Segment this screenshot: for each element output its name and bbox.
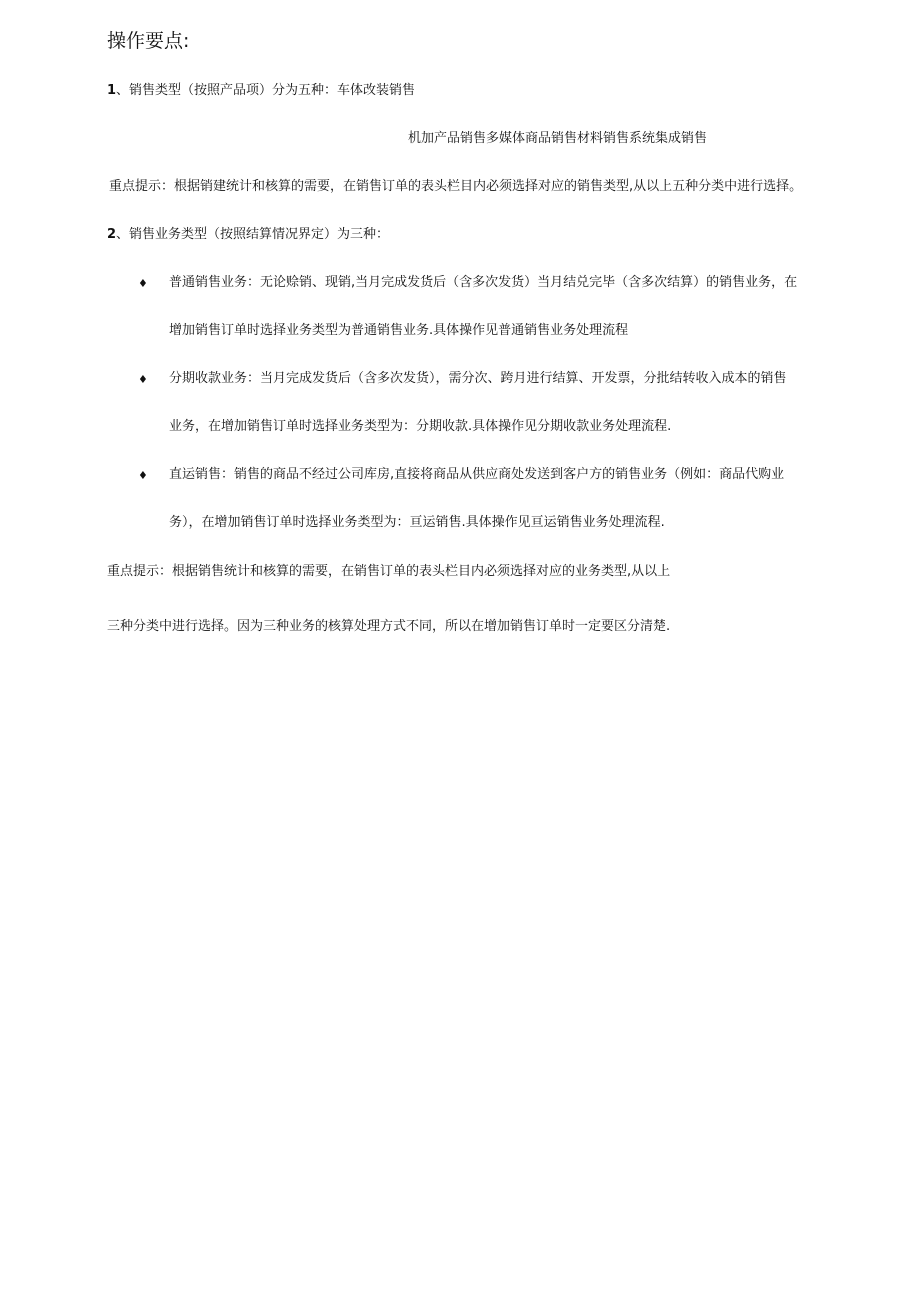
bullet-icon: ♦ <box>138 373 148 386</box>
list-item-3-line2: 务），在增加销售订单时选择业务类型为：亘运销售.具体操作见亘运销售业务处理流程. <box>169 515 665 530</box>
section2-tip-line2: 三种分类中进行选择。因为三种业务的核算处理方式不同，所以在增加销售订单时一定要区分清楚. <box>107 619 671 634</box>
section2-number: 2 <box>107 227 117 242</box>
bullet-icon: ♦ <box>138 277 148 290</box>
section2-tip-line1: 重点提示：根据销售统计和核算的需要，在销售订单的表头栏目内必须选择对应的业务类型,从以上 <box>107 564 671 579</box>
section1-heading <box>107 82 415 100</box>
list-item-2-line1: 分期收款业务：当月完成发货后（含多次发货），需分次、跨月进行结算、开发票，分批结转收入成本的销售 <box>169 371 787 386</box>
section1-heading-text: 、销售类型（按照产品项）分为五种：车体改装销售 <box>116 83 416 98</box>
section1-number: 1 <box>107 83 117 98</box>
list-item-1-line1: 普通销售业务：无论赊销、现销,当月完成发货后（含多次发货）当月结兑完毕（含多次结算）的销售业务，在 <box>169 275 798 290</box>
list-item-1-line2: 增加销售订单时选择业务类型为普通销售业务.具体操作见普通销售业务处理流程 <box>169 323 629 338</box>
section1-continuation: 机加产品销售多媒体商品销售材料销售系统集成销售 <box>408 131 708 146</box>
section1-tip: 重点提示：根据销建统计和核算的需要，在销售订单的表头栏目内必须选择对应的销售类型,从以上五种分类中进行选择。 <box>109 179 803 194</box>
bullet-icon: ♦ <box>138 469 148 482</box>
section2-heading <box>107 226 389 244</box>
list-item-3-line1: 直运销售：销售的商品不经过公司库房,直接将商品从供应商处发送到客户方的销售业务（例如：商品代购业 <box>169 467 785 482</box>
page-title: 操作要点: <box>107 30 190 52</box>
list-item-2-line2: 业务，在增加销售订单时选择业务类型为：分期收款.具体操作见分期收款业务处理流程. <box>169 419 672 434</box>
section2-heading-text: 、销售业务类型（按照结算情况界定）为三种： <box>116 227 390 242</box>
